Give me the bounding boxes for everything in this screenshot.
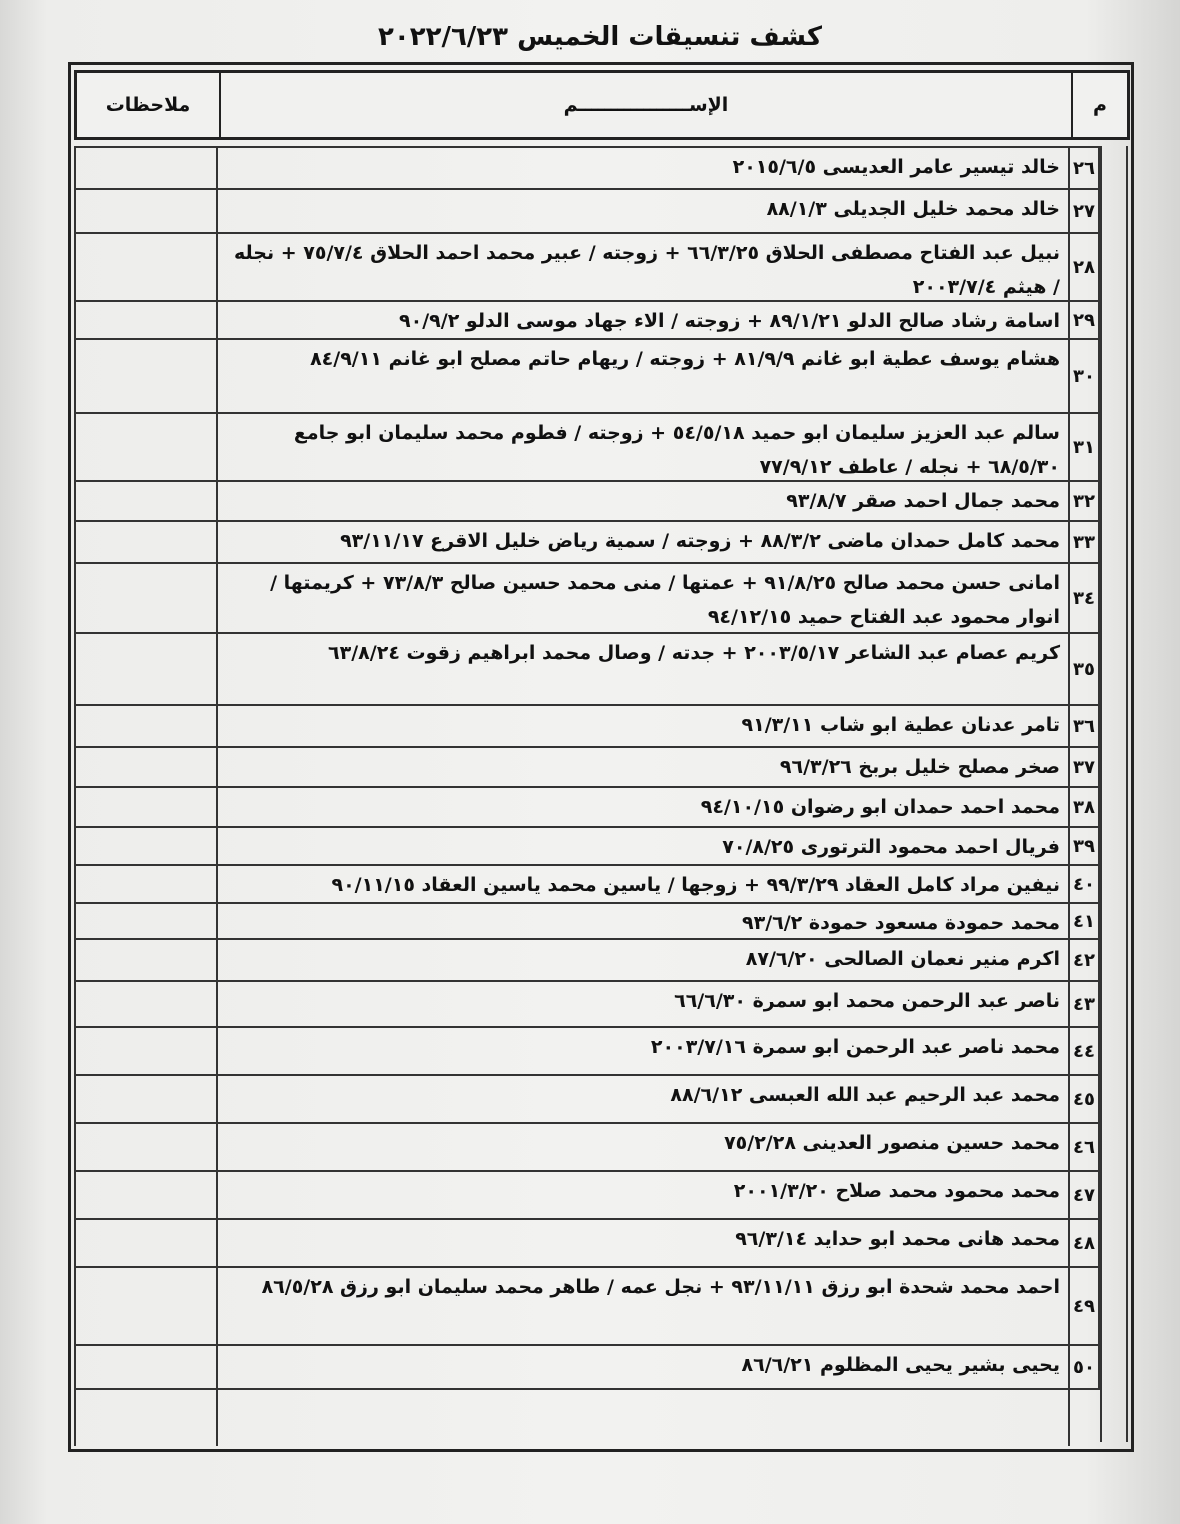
row-number: ٢٩ [1070,302,1100,338]
table-row [74,982,1100,1028]
name-cell: نيفين مراد كامل العقاد ٩٩/٣/٢٩ + زوجها / ياسين محمد ياسين العقاد ٩٠/١١/١٥ [218,866,1070,902]
notes-cell [74,1268,218,1344]
notes-cell [74,234,218,300]
row-number: ٢٧ [1070,190,1100,232]
row-number: ٣٢ [1070,482,1100,520]
table-row [74,1076,1100,1124]
row-number: ٣٤ [1070,564,1100,632]
table-row [74,302,1100,340]
notes-cell [74,706,218,746]
name-cell: امانى حسن محمد صالح ٩١/٨/٢٥ + عمتها / منى محمد حسين صالح ٧٣/٨/٣ + كريمتها / انوار محمود عبد الفتاح حميد ٩٤/١٢/١٥ [218,564,1070,632]
table-row [74,788,1100,828]
notes-cell [74,1124,218,1170]
name-cell: محمد حسين منصور العدينى ٧٥/٢/٢٨ [218,1124,1070,1170]
table-row [74,940,1100,982]
notes-cell [74,788,218,826]
notes-cell [74,302,218,338]
table-row [74,1172,1100,1220]
row-number: ٣١ [1070,414,1100,480]
notes-cell [74,1076,218,1122]
table-row [74,482,1100,522]
table-row [74,1346,1100,1390]
row-number: ٤٧ [1070,1172,1100,1218]
row-number: ٤٨ [1070,1220,1100,1266]
notes-cell [74,414,218,480]
name-cell: خالد تيسير عامر العديسى ٢٠١٥/٦/٥ [218,148,1070,188]
name-cell: محمد ناصر عبد الرحمن ابو سمرة ٢٠٠٣/٧/١٦ [218,1028,1070,1074]
table-row [74,706,1100,748]
name-cell: محمد حمودة مسعود حمودة ٩٣/٦/٢ [218,904,1070,938]
row-number: ٤٠ [1070,866,1100,902]
row-number: ٥٠ [1070,1346,1100,1388]
table-row [74,1124,1100,1172]
table-gutter [1100,146,1128,1442]
row-number: ٣٠ [1070,340,1100,412]
table-row [74,866,1100,904]
name-cell: ناصر عبد الرحمن محمد ابو سمرة ٦٦/٦/٣٠ [218,982,1070,1026]
table-row [74,1220,1100,1268]
name-cell: خالد محمد خليل الجديلى ٨٨/١/٣ [218,190,1070,232]
name-cell: فريال احمد محمود الترتورى ٧٠/٨/٢٥ [218,828,1070,864]
row-number: ٤٢ [1070,940,1100,980]
name-cell: اكرم منير نعمان الصالحى ٨٧/٦/٢٠ [218,940,1070,980]
name-cell: صخر مصلح خليل بربخ ٩٦/٣/٢٦ [218,748,1070,786]
name-cell: هشام يوسف عطية ابو غانم ٨١/٩/٩ + زوجته / ريهام حاتم مصلح ابو غانم ٨٤/٩/١١ [218,340,1070,412]
document-title: كشف تنسيقات الخميس ٢٠٢٢/٦/٢٣ [377,22,823,52]
name-cell: محمد كامل حمدان ماضى ٨٨/٣/٢ + زوجته / سمية رياض خليل الاقرع ٩٣/١١/١٧ [218,522,1070,562]
name-cell: محمد محمود محمد صلاح ٢٠٠١/٣/٢٠ [218,1172,1070,1218]
notes-cell [74,748,218,786]
row-number: ٣٥ [1070,634,1100,704]
notes-cell [74,940,218,980]
empty-name-cell [218,1390,1070,1446]
table-row [74,340,1100,414]
name-cell: سالم عبد العزيز سليمان ابو حميد ٥٤/٥/١٨ + زوجته / فطوم محمد سليمان ابو جامع ٦٨/٥/٣٠ + نجله / عاطف ٧٧/٩/١٢ [218,414,1070,480]
empty-notes-cell [74,1390,218,1446]
notes-cell [74,340,218,412]
table-row [74,146,1100,190]
notes-cell [74,1172,218,1218]
row-number: ٣٨ [1070,788,1100,826]
header-number: م [1093,94,1107,116]
name-cell: تامر عدنان عطية ابو شاب ٩١/٣/١١ [218,706,1070,746]
table-row [74,828,1100,866]
row-number: ٣٩ [1070,828,1100,864]
table-row [74,634,1100,706]
row-number: ٢٦ [1070,148,1100,188]
notes-cell [74,1028,218,1074]
table-row [74,234,1100,302]
row-number: ٤٩ [1070,1268,1100,1344]
name-cell: اسامة رشاد صالح الدلو ٨٩/١/٢١ + زوجته / الاء جهاد موسى الدلو ٩٠/٩/٢ [218,302,1070,338]
table-row [74,748,1100,788]
notes-cell [74,1220,218,1266]
table-row [74,190,1100,234]
row-number: ٣٦ [1070,706,1100,746]
notes-cell [74,482,218,520]
table-row [74,904,1100,940]
notes-cell [74,522,218,562]
table-row [74,414,1100,482]
row-number: ٣٧ [1070,748,1100,786]
name-cell: نبيل عبد الفتاح مصطفى الحلاق ٦٦/٣/٢٥ + زوجته / عبير محمد احمد الحلاق ٧٥/٧/٤ + نجله / هيثم ٢٠٠٣/٧/٤ [218,234,1070,300]
notes-cell [74,904,218,938]
row-number: ٤١ [1070,904,1100,938]
row-number: ٤٣ [1070,982,1100,1026]
notes-cell [74,634,218,704]
name-cell: محمد احمد حمدان ابو رضوان ٩٤/١٠/١٥ [218,788,1070,826]
notes-cell [74,866,218,902]
name-cell: يحيى بشير يحيى المظلوم ٨٦/٦/٢١ [218,1346,1070,1388]
notes-cell [74,828,218,864]
table-row [74,564,1100,634]
notes-cell [74,190,218,232]
table-row [74,522,1100,564]
notes-cell [74,564,218,632]
table-header [74,70,1130,140]
name-cell: احمد محمد شحدة ابو رزق ٩٣/١١/١١ + نجل عمه / طاهر محمد سليمان ابو رزق ٨٦/٥/٢٨ [218,1268,1070,1344]
row-number: ٣٣ [1070,522,1100,562]
row-number: ٤٤ [1070,1028,1100,1074]
header-name: الإســـــــــــــــــم [221,73,1073,137]
notes-cell [74,1346,218,1388]
table-row [74,1028,1100,1076]
name-cell: كريم عصام عبد الشاعر ٢٠٠٣/٥/١٧ + جدته / وصال محمد ابراهيم زقوت ٦٣/٨/٢٤ [218,634,1070,704]
table-row [74,1268,1100,1346]
notes-cell [74,148,218,188]
header-notes: ملاحظات [77,73,221,137]
table-empty-row [74,1390,1100,1446]
name-cell: محمد جمال احمد صقر ٩٣/٨/٧ [218,482,1070,520]
table-body [74,146,1100,1390]
name-cell: محمد عبد الرحيم عبد الله العبسى ٨٨/٦/١٢ [218,1076,1070,1122]
notes-cell [74,982,218,1026]
row-number: ٤٦ [1070,1124,1100,1170]
row-number: ٤٥ [1070,1076,1100,1122]
name-cell: محمد هانى محمد ابو حدايد ٩٦/٣/١٤ [218,1220,1070,1266]
row-number: ٢٨ [1070,234,1100,300]
